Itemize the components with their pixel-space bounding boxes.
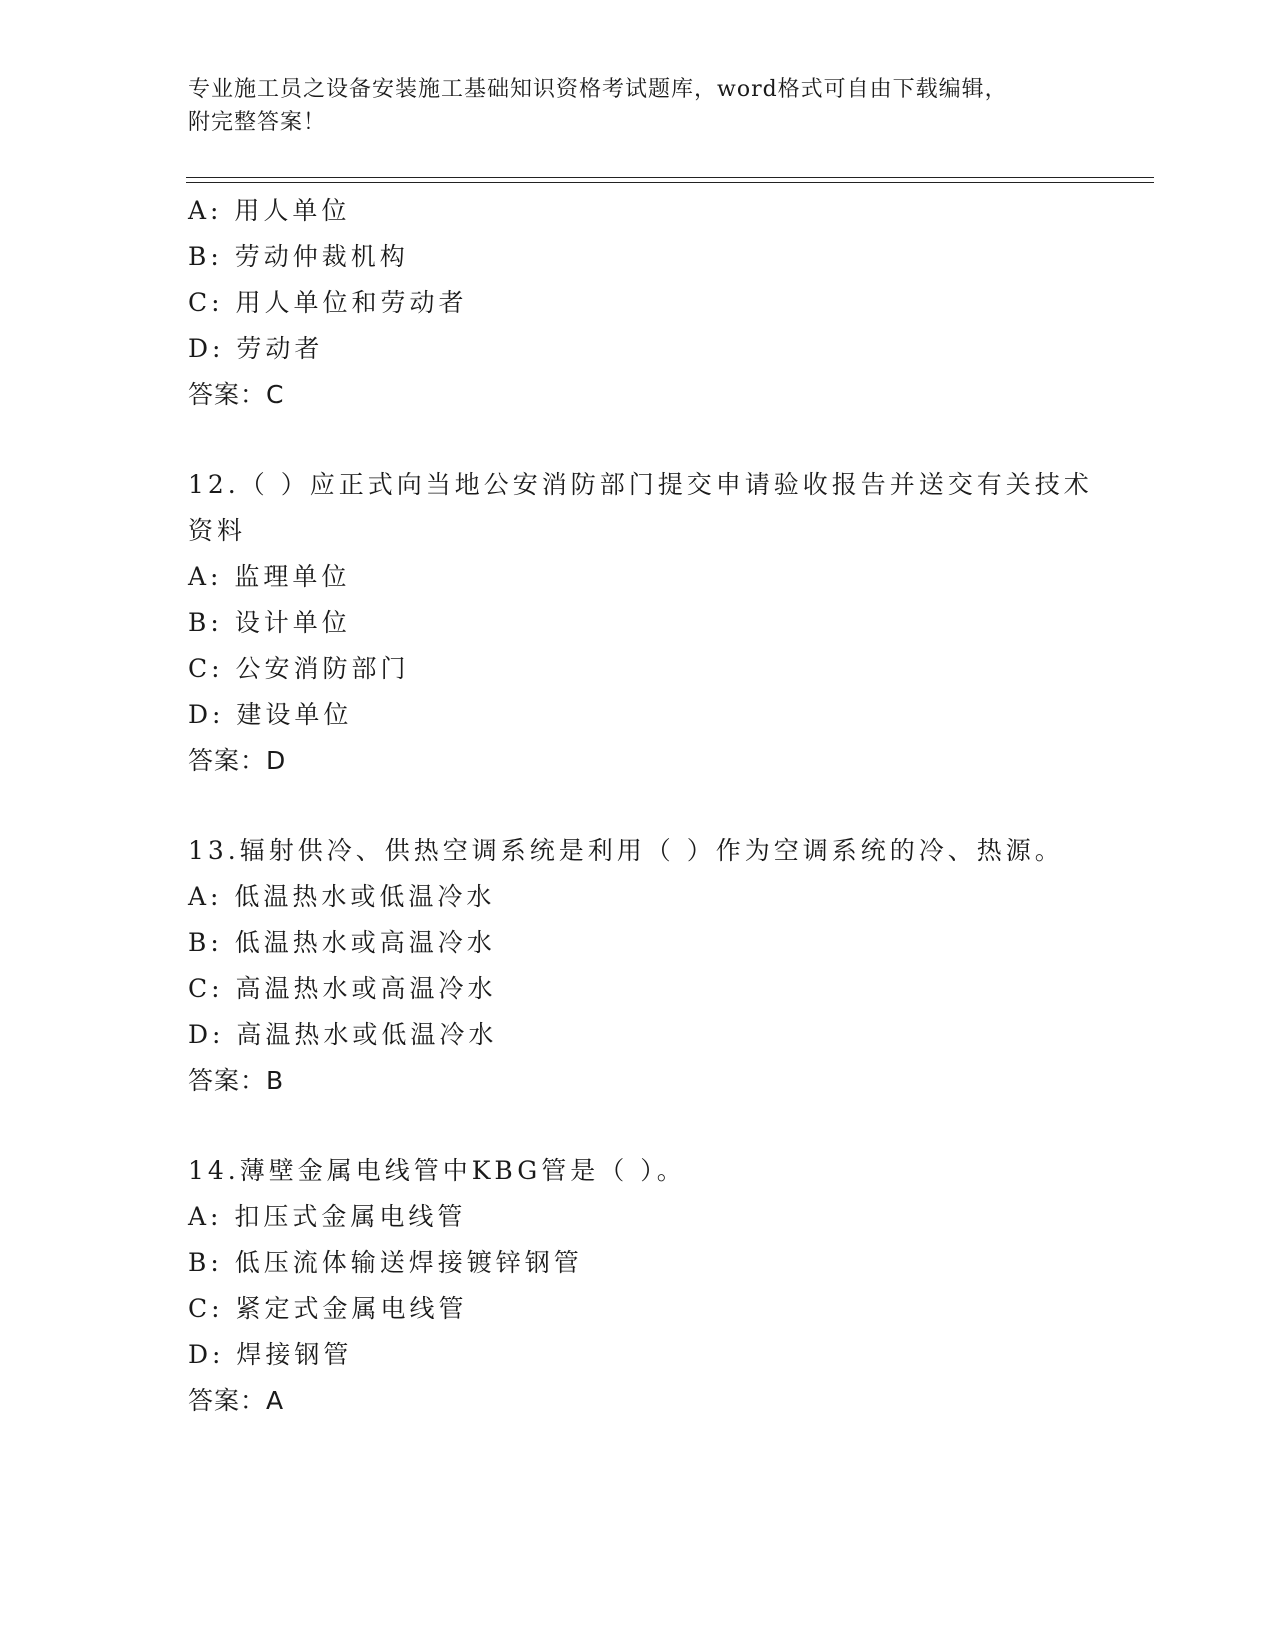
question-block-14 xyxy=(188,1148,1108,1424)
option-d: D: 建设单位 xyxy=(188,700,353,729)
block-spacer xyxy=(188,784,1108,828)
block-spacer xyxy=(188,418,1108,462)
option-c: C: 紧定式金属电线管 xyxy=(188,1294,468,1323)
option-c: C: 用人单位和劳动者 xyxy=(188,288,468,317)
block-spacer xyxy=(188,1104,1108,1148)
option-b: B: 低压流体输送焊接镀锌钢管 xyxy=(188,1248,583,1277)
question-text: 14.薄壁金属电线管中KBG管是（ ）。 xyxy=(188,1156,686,1185)
question-block-12 xyxy=(188,462,1108,784)
option-c: C: 高温热水或高温冷水 xyxy=(188,974,497,1003)
option-a: A: 监理单位 xyxy=(188,562,351,591)
header-divider-bottom xyxy=(186,182,1154,183)
header-line-1: 专业施工员之设备安装施工基础知识资格考试题库，word格式可自由下载编辑， xyxy=(188,77,1008,102)
option-d: D: 劳动者 xyxy=(188,334,324,363)
question-text: 12.（ ）应正式向当地公安消防部门提交申请验收报告并送交有关技术资料 xyxy=(188,470,1093,545)
option-a: A: 低温热水或低温冷水 xyxy=(188,882,496,911)
option-c: C: 公安消防部门 xyxy=(188,654,410,683)
answer-label: 答案：B xyxy=(188,1066,285,1095)
document-header xyxy=(188,73,1088,139)
question-list xyxy=(188,188,1108,1424)
option-b: B: 劳动仲裁机构 xyxy=(188,242,409,271)
header-divider-top xyxy=(186,177,1154,178)
answer-label: 答案：A xyxy=(188,1386,285,1415)
question-block-11 xyxy=(188,188,1108,418)
option-a: A: 扣压式金属电线管 xyxy=(188,1202,467,1231)
header-line-2: 附完整答案！ xyxy=(188,110,327,135)
option-a: A: 用人单位 xyxy=(188,196,351,225)
option-d: D: 高温热水或低温冷水 xyxy=(188,1020,498,1049)
option-b: B: 低温热水或高温冷水 xyxy=(188,928,496,957)
answer-label: 答案：C xyxy=(188,380,285,409)
question-text: 13.辐射供冷、供热空调系统是利用（ ）作为空调系统的冷、热源。 xyxy=(188,836,1064,865)
option-d: D: 焊接钢管 xyxy=(188,1340,353,1369)
answer-label: 答案：D xyxy=(188,746,287,775)
option-b: B: 设计单位 xyxy=(188,608,351,637)
question-block-13 xyxy=(188,828,1108,1104)
